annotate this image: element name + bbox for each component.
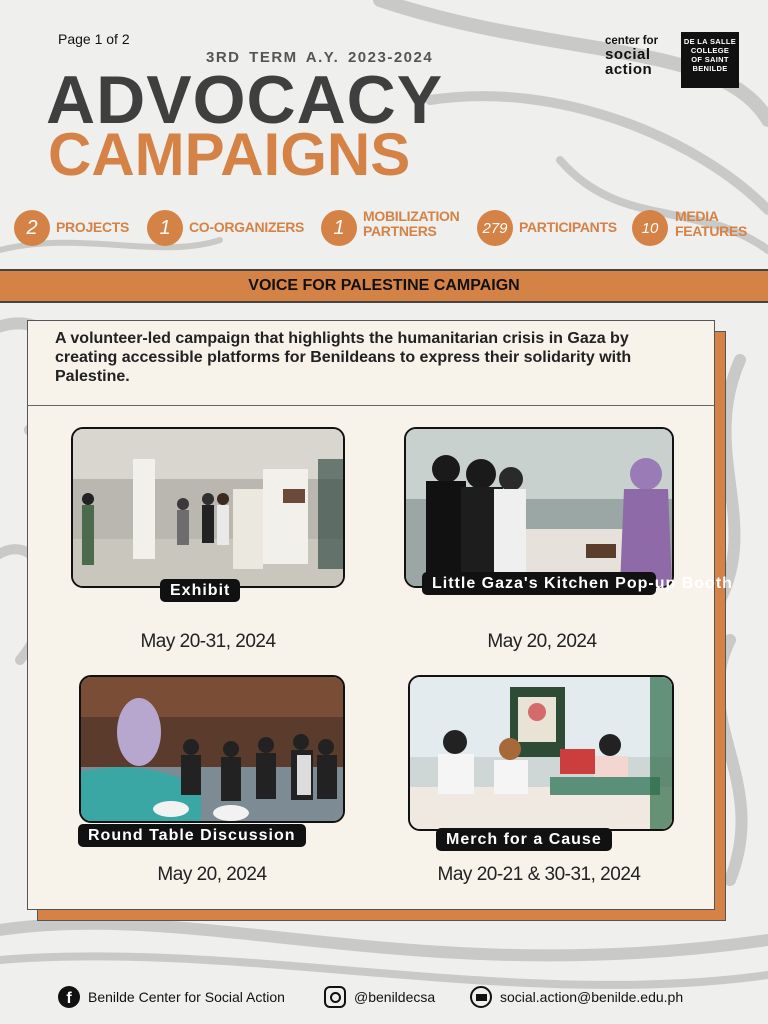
stats-row [0, 208, 768, 248]
stat-mobilization-label: MOBILIZATION PARTNERS [363, 208, 460, 239]
email-address: social.action@benilde.edu.ph [500, 989, 684, 1005]
title-campaigns: CAMPAIGNS [48, 121, 411, 188]
email-contact[interactable] [470, 982, 683, 1012]
center-for-social-action-logo: center for social action [605, 35, 659, 78]
footer [0, 982, 768, 1012]
instagram-handle: @benildecsa [354, 989, 436, 1005]
kitchen-booth-photo [404, 427, 674, 588]
kitchen-booth-date: May 20, 2024 [487, 631, 597, 652]
stat-media-value: 10 [632, 210, 668, 246]
title-advocacy: ADVOCACY [46, 62, 444, 138]
campaign-title: VOICE FOR PALESTINE CAMPAIGN [248, 277, 520, 294]
round-table-photo [79, 675, 345, 823]
academic-term: 3RD TERM A.Y. 2023-2024 [206, 49, 434, 66]
page-indicator: Page 1 of 2 [58, 31, 130, 47]
merch-date: May 20-21 & 30-31, 2024 [437, 864, 641, 885]
kitchen-booth-label: Little Gaza's Kitchen Pop-up Booth [422, 572, 656, 595]
stat-coorganizers-label: CO-ORGANIZERS [189, 219, 305, 235]
exhibit-date: May 20-31, 2024 [140, 631, 276, 652]
facebook-contact[interactable] [58, 982, 285, 1012]
mail-icon [470, 986, 492, 1008]
stat-media-label: MEDIA FEATURES [675, 208, 748, 239]
campaign-title-banner [0, 269, 768, 303]
stat-mobilization-value: 1 [321, 210, 357, 246]
round-table-date: May 20, 2024 [157, 864, 267, 885]
dlsu-csb-logo: DE LA SALLE COLLEGE OF SAINT BENILDE [681, 32, 739, 88]
exhibit-photo [71, 427, 345, 588]
round-table-label: Round Table Discussion [78, 824, 306, 847]
merch-photo [408, 675, 674, 831]
exhibit-label: Exhibit [160, 579, 240, 602]
campaign-description: A volunteer-led campaign that highlights the humanitarian crisis in Gaza by creating accessible platforms for Benildeans to express their solidarity with Palestine. [27, 320, 715, 406]
stat-projects-label: PROJECTS [56, 219, 130, 235]
facebook-icon: f [58, 986, 80, 1008]
merch-label: Merch for a Cause [436, 828, 612, 851]
instagram-contact[interactable] [324, 982, 435, 1012]
stat-coorganizers-value: 1 [147, 210, 183, 246]
stat-participants-label: PARTICIPANTS [519, 219, 617, 235]
facebook-handle: Benilde Center for Social Action [88, 989, 285, 1005]
instagram-icon [324, 986, 346, 1008]
stat-participants-value: 279 [477, 210, 513, 246]
stat-projects-value: 2 [14, 210, 50, 246]
